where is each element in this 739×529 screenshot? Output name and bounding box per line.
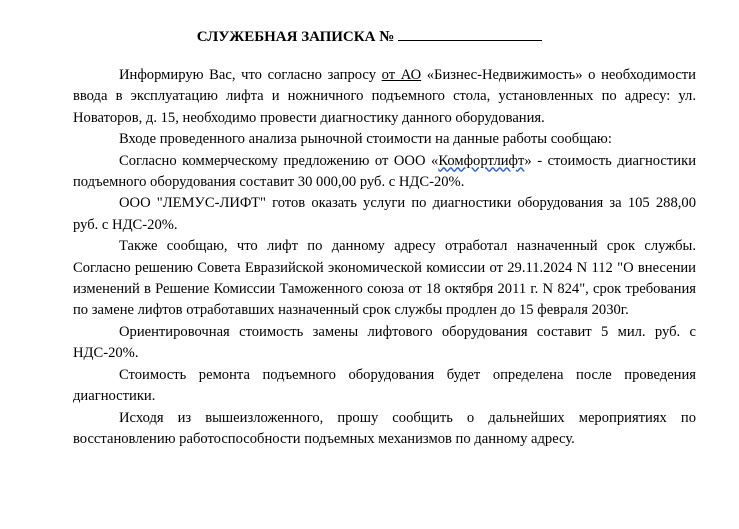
paragraph-lemus-offer: ООО "ЛЕМУС-ЛИФТ" готов оказать услуги по диагностики оборудования за 105 288,00 руб. с НДС-20%. <box>73 195 696 233</box>
paragraph-service-life: Также сообщаю, что лифт по данному адресу отработал назначенный срок службы. Согласно решению Совета Евразийской экономической комиссии от 29.11.2024 N 112 "О внесении изменений в Решение Комиссии Таможенного союза от 18 октября 2011 г. N 824", срок требования по замене лифтов отработавших назначенный срок службы продлен до 15 февраля 2030г. <box>73 238 696 319</box>
document-body <box>73 65 696 450</box>
title-text: СЛУЖЕБНАЯ ЗАПИСКА № <box>196 29 395 45</box>
paragraph-offer-text-a: Согласно коммерческому предложению от ООО « <box>119 152 439 169</box>
spellcheck-underlined-word: Комфортлифт <box>438 152 525 169</box>
paragraph-request-action: Исходя из вышеизложенного, прошу сообщить о дальнейших мероприятиях по восстановлению работоспособности подъемных механизмов по данному адресу. <box>73 409 696 447</box>
paragraph-request-text-c: «Бизнес-Недвижимость» о необходимости ввода в эксплуатацию лифта и ножничного подъемного стола, установленных по адресу: ул. Новаторов, д. 15, необходимо провести диагностику данного оборудования. <box>73 67 696 126</box>
paragraph-repair-cost: Стоимость ремонта подъемного оборудования будет определена после проведения диагностики. <box>73 366 696 405</box>
memo-number-blank <box>398 28 542 41</box>
document-title <box>0 28 739 46</box>
paragraph-request-underlined: от АО <box>381 67 422 83</box>
paragraph-replacement-cost: Ориентировочная стоимость замены лифтового оборудования составит 5 мил. руб. с НДС-20%. <box>73 323 696 362</box>
paragraph-analysis: Входе проведенного анализа рыночной стоимости на данные работы сообщаю: <box>119 131 612 148</box>
paragraph-offer-text-c: » - стоимость диагностики подъемного оборудования составит 30 000,00 руб. с НДС-20%. <box>73 152 696 191</box>
paragraph-request-text-a: Информирую Вас, что согласно запросу <box>119 67 382 83</box>
paragraph-request <box>73 65 696 129</box>
paragraph-komfortlift-offer <box>73 151 696 194</box>
